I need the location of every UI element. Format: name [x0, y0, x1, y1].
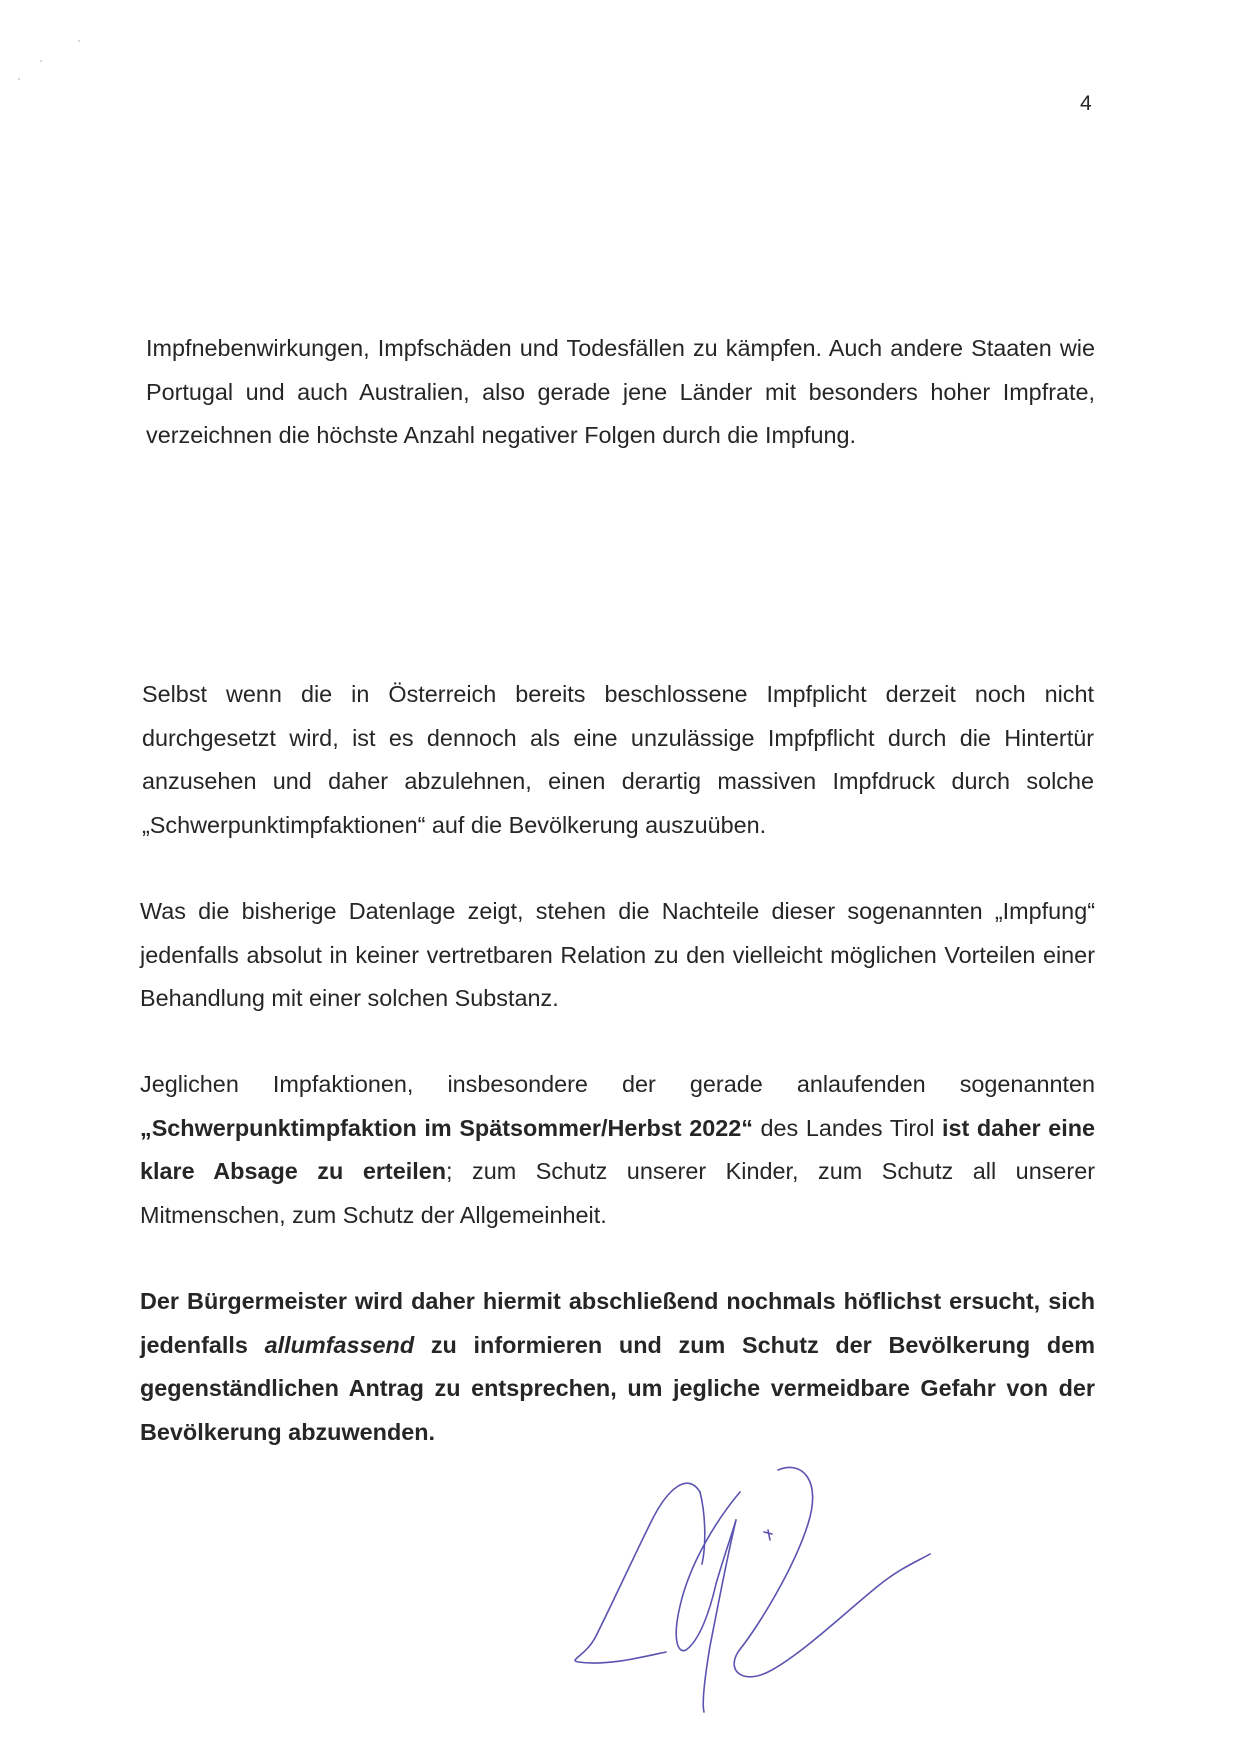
paragraph-5-text-2: zu informieren und zum Schutz der Bevölkerung dem gegenständlichen Antrag zu entsprechen, um jegliche vermeidbare Gefahr von der Bevölkerung abzuwenden.	[140, 1331, 1095, 1445]
paragraph-4	[140, 1063, 1095, 1237]
paragraph-4-bold-1: „Schwerpunktimpfaktion im Spätsommer/Herbst 2022“	[140, 1114, 753, 1141]
paragraph-4-text-1: Jeglichen Impfaktionen, insbesondere der gerade anlaufenden sogenannten	[140, 1071, 1095, 1097]
paragraph-2: Selbst wenn die in Österreich bereits beschlossene Impfplicht derzeit noch nicht durchgesetzt wird, ist es dennoch als eine unzulässige Impfpflicht durch die Hintertür anzusehen und daher abzulehnen, einen derartig massiven Impfdruck durch solche „Schwerpunktimpfaktionen“ auf die Bevölkerung auszuüben.	[142, 681, 1094, 838]
paragraph-4-bold-2: ist daher eine klare Absage zu erteilen	[140, 1114, 1096, 1184]
paragraph-4-text-2: des Landes Tirol	[752, 1114, 942, 1141]
paragraph-5	[140, 1280, 1095, 1454]
paragraph-3: Was die bisherige Datenlage zeigt, stehen die Nachteile dieser sogenannten „Impfung“ jedenfalls absolut in keiner vertretbaren Relation zu den vielleicht möglichen Vorteilen einer Behandlung mit einer solchen Substanz.	[140, 898, 1095, 1011]
signature-image	[560, 1460, 980, 1720]
paragraph-4-text-3: ; zum Schutz unserer Kinder, zum Schutz all unserer Mitmenschen, zum Schutz der Allgemeinheit.	[140, 1158, 1095, 1228]
signature-strokes	[575, 1467, 930, 1712]
scan-speck	[40, 60, 42, 62]
scan-speck	[18, 78, 20, 80]
paragraph-1: Impfnebenwirkungen, Impfschäden und Todesfällen zu kämpfen. Auch andere Staaten wie Portugal und auch Australien, also gerade jene Länder mit besonders hoher Impfrate, verzeichnen die höchste Anzahl negativer Folgen durch die Impfung.	[146, 335, 1095, 448]
paragraph-5-text-1: Der Bürgermeister wird daher hiermit abschließend nochmals höflichst ersucht, sich jedenfalls	[140, 1288, 1095, 1358]
page-number: 4	[1080, 92, 1092, 115]
scan-speck	[78, 40, 80, 42]
paragraph-5-italic: allumfassend	[264, 1331, 415, 1358]
